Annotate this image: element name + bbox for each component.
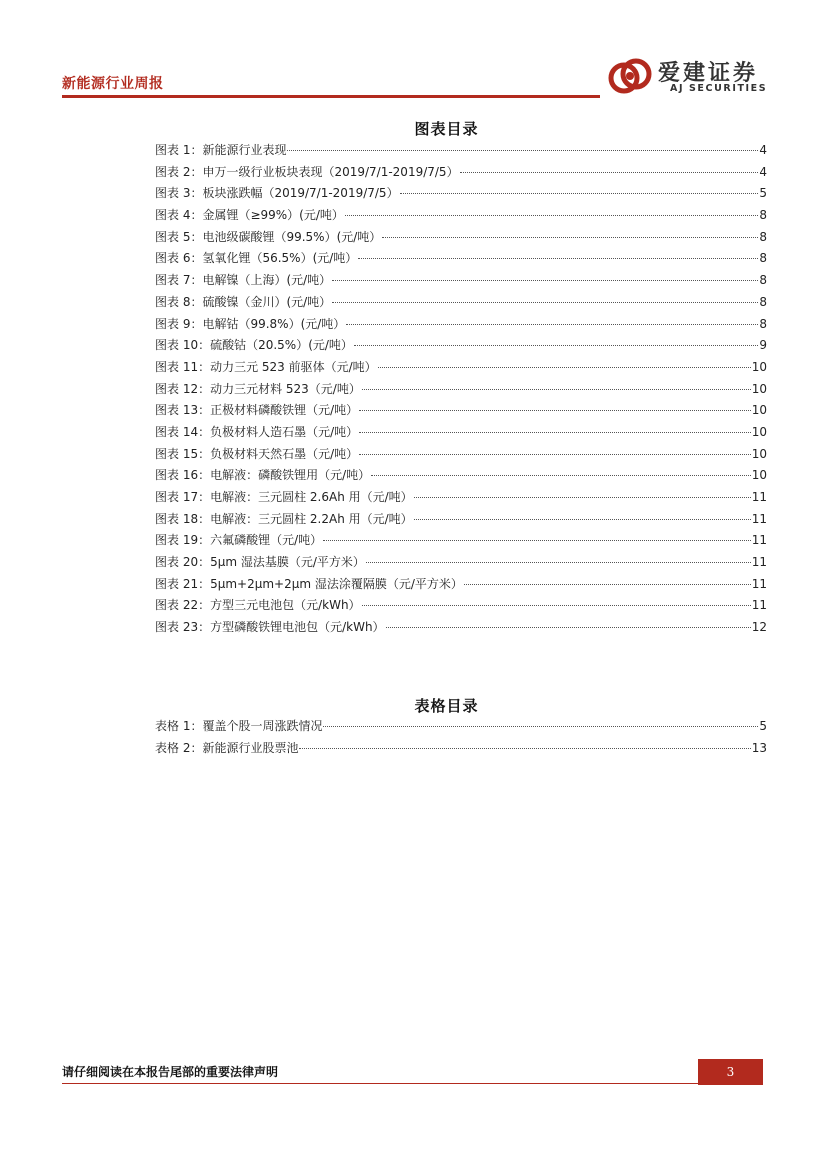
toc-entry-page: 9: [759, 338, 767, 353]
toc-entry-label: 图表 5：电池级碳酸锂（99.5%）(元/吨）: [155, 229, 382, 244]
toc-dot-leader: [362, 389, 751, 390]
toc-dot-leader: [371, 475, 751, 476]
toc-dot-leader: [414, 497, 751, 498]
toc-entry-page: 5: [759, 719, 767, 733]
toc-dot-leader: [359, 454, 751, 455]
toc-dot-leader: [299, 748, 750, 749]
tables-toc-list: [155, 717, 767, 760]
toc-entry[interactable]: [155, 717, 767, 739]
toc-entry-page: 10: [751, 446, 767, 461]
toc-entry-page: 4: [759, 143, 767, 157]
toc-entry-label: 图表 20：5μm 湿法基膜（元/平方米）: [155, 555, 365, 570]
toc-entry-label: 图表 19：六氟磷酸锂（元/吨）: [155, 533, 323, 548]
toc-entry-page: 4: [759, 164, 767, 179]
toc-entry-page: 12: [751, 620, 767, 635]
toc-entry-page: 13: [751, 740, 767, 755]
toc-entry-label: 图表 3：板块涨跌幅（2019/7/1-2019/7/5）: [155, 186, 399, 201]
toc-entry[interactable]: [155, 553, 767, 575]
aj-logo-icon: [608, 56, 652, 96]
toc-entry-page: 5: [759, 186, 767, 201]
toc-entry-label: 图表 10：硫酸钴（20.5%）(元/吨）: [155, 338, 353, 353]
toc-entry[interactable]: [155, 358, 767, 380]
toc-entry[interactable]: [155, 206, 767, 228]
toc-dot-leader: [460, 172, 759, 173]
toc-entry-label: 图表 23：方型磷酸铁锂电池包（元/kWh）: [155, 620, 385, 635]
toc-entry[interactable]: [155, 739, 767, 761]
toc-dot-leader: [332, 302, 758, 303]
toc-entry-page: 11: [751, 598, 767, 613]
toc-dot-leader: [354, 345, 758, 346]
toc-entry-label: 图表 7：电解镍（上海）(元/吨）: [155, 273, 332, 288]
toc-entry-label: 图表 2：申万一级行业板块表现（2019/7/1-2019/7/5）: [155, 164, 459, 179]
toc-entry-page: 11: [751, 555, 767, 570]
toc-entry[interactable]: [155, 575, 767, 597]
toc-dot-leader: [287, 150, 758, 151]
toc-entry-label: 图表 4：金属锂（≥99%）(元/吨）: [155, 208, 344, 223]
toc-entry-label: 表格 2：新能源行业股票池: [155, 740, 299, 755]
toc-entry[interactable]: [155, 141, 767, 163]
toc-entry-page: 10: [751, 381, 767, 396]
toc-entry[interactable]: [155, 401, 767, 423]
figures-toc-list: [155, 141, 767, 640]
toc-dot-leader: [386, 627, 751, 628]
toc-entry[interactable]: [155, 466, 767, 488]
toc-entry-label: 图表 18：电解液：三元圆柱 2.2Ah 用（元/吨）: [155, 511, 413, 526]
report-series-title: 新能源行业周报: [62, 76, 164, 92]
toc-entry[interactable]: [155, 228, 767, 250]
toc-entry-page: 8: [759, 229, 767, 244]
toc-entry-label: 图表 16：电解液：磷酸铁锂用（元/吨）: [155, 468, 371, 483]
toc-dot-leader: [414, 519, 751, 520]
toc-entry-page: 11: [751, 511, 767, 526]
toc-entry-label: 图表 15：负极材料天然石墨（元/吨）: [155, 446, 359, 461]
toc-entry-label: 图表 11：动力三元 523 前驱体（元/吨）: [155, 359, 377, 374]
toc-entry-label: 图表 17：电解液：三元圆柱 2.6Ah 用（元/吨）: [155, 490, 413, 504]
toc-entry[interactable]: [155, 336, 767, 358]
toc-entry-label: 表格 1：覆盖个股一周涨跌情况: [155, 719, 323, 733]
toc-dot-leader: [323, 726, 758, 727]
toc-entry[interactable]: [155, 488, 767, 510]
toc-dot-leader: [464, 584, 751, 585]
toc-entry-label: 图表 12：动力三元材料 523（元/吨）: [155, 381, 361, 396]
toc-dot-leader: [400, 193, 759, 194]
toc-entry-label: 图表 13：正极材料磷酸铁锂（元/吨）: [155, 403, 359, 418]
toc-entry-page: 8: [759, 294, 767, 309]
toc-entry[interactable]: [155, 271, 767, 293]
toc-dot-leader: [382, 237, 758, 238]
toc-entry-page: 10: [751, 403, 767, 418]
toc-entry[interactable]: [155, 380, 767, 402]
toc-entry-page: 8: [759, 251, 767, 266]
toc-entry-label: 图表 1：新能源行业表现: [155, 143, 287, 157]
toc-entry-label: 图表 9：电解钴（99.8%）(元/吨）: [155, 316, 346, 331]
toc-entry[interactable]: [155, 445, 767, 467]
toc-entry-label: 图表 14：负极材料人造石墨（元/吨）: [155, 424, 359, 439]
toc-entry-page: 8: [759, 273, 767, 288]
toc-dot-leader: [332, 280, 758, 281]
toc-dot-leader: [358, 258, 758, 259]
header-divider: [62, 95, 600, 98]
toc-dot-leader: [378, 367, 751, 368]
toc-entry-page: 8: [759, 208, 767, 223]
toc-entry[interactable]: [155, 249, 767, 271]
toc-entry-page: 11: [751, 533, 767, 548]
toc-entry-label: 图表 22：方型三元电池包（元/kWh）: [155, 598, 361, 613]
toc-entry[interactable]: [155, 163, 767, 185]
toc-entry-page: 10: [751, 424, 767, 439]
toc-dot-leader: [346, 324, 758, 325]
toc-entry-label: 图表 8：硫酸镍（金川）(元/吨）: [155, 294, 332, 309]
toc-entry-page: 11: [751, 576, 767, 591]
toc-entry[interactable]: [155, 184, 767, 206]
logo-english-name: AJ SECURITIES: [670, 83, 768, 94]
figures-toc-title: 图表目录: [414, 120, 479, 138]
toc-entry-label: 图表 6：氢氧化锂（56.5%）(元/吨）: [155, 251, 358, 266]
toc-entry-page: 10: [751, 359, 767, 374]
tables-toc-title: 表格目录: [414, 697, 479, 715]
toc-entry[interactable]: [155, 531, 767, 553]
toc-entry[interactable]: [155, 423, 767, 445]
toc-dot-leader: [359, 410, 751, 411]
legal-disclaimer: 请仔细阅读在本报告尾部的重要法律声明: [62, 1065, 279, 1079]
toc-entry-label: 图表 21：5μm+2μm+2μm 湿法涂覆隔膜（元/平方米）: [155, 576, 463, 591]
toc-dot-leader: [345, 215, 758, 216]
page-number: 3: [698, 1059, 763, 1085]
logo-chinese-name: 爱建证券: [658, 60, 759, 86]
toc-entry-page: 8: [759, 316, 767, 331]
company-logo: [608, 54, 773, 98]
footer-divider: [62, 1083, 698, 1084]
toc-entry[interactable]: [155, 618, 767, 640]
toc-dot-leader: [366, 562, 751, 563]
toc-entry[interactable]: [155, 596, 767, 618]
toc-entry-page: 11: [751, 490, 767, 504]
toc-entry[interactable]: [155, 293, 767, 315]
toc-dot-leader: [362, 605, 751, 606]
toc-dot-leader: [323, 540, 751, 541]
toc-dot-leader: [359, 432, 751, 433]
toc-entry-page: 10: [751, 468, 767, 483]
toc-entry[interactable]: [155, 315, 767, 337]
toc-entry[interactable]: [155, 510, 767, 532]
